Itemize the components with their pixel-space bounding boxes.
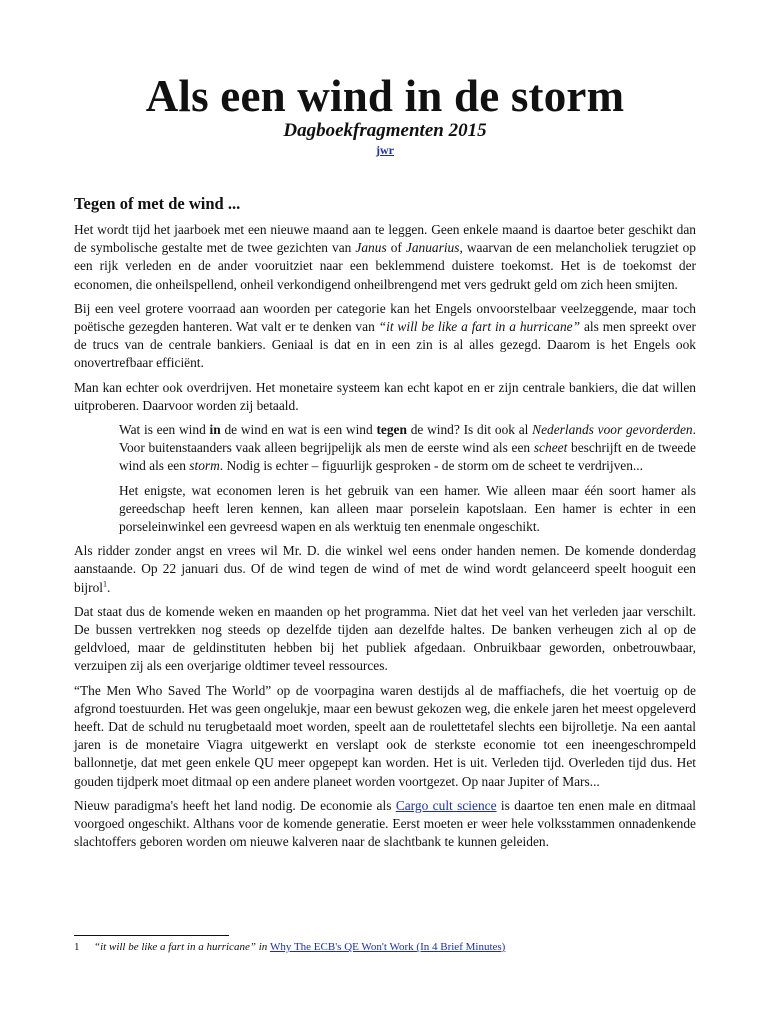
document-subtitle: Dagboekfragmenten 2015 — [283, 120, 487, 141]
text-run: Nieuw paradigma's heeft het land nodig. De economie als — [74, 797, 396, 813]
text-run: of — [386, 240, 406, 256]
text-run: Als ridder zonder angst en vrees wil Mr. D. die winkel wel eens onder handen nemen. De komende donderdag aanstaande. Op 22 januari dus. Of de wind tegen de wind of met de wind wordt gelanceerd speelt hooguit een bijrol — [74, 543, 696, 595]
text-run: . Voor buitenstaanders vaak alleen begrijpelijk als men de eerste wind als een — [119, 422, 696, 456]
cargo-cult-science-link[interactable]: Cargo cult science — [395, 797, 497, 813]
paragraph-6: “The Men Who Saved The World” op de voorpagina waren destijds al de maffiachefs, die het voertuig op de afgrond toestuurden. Het was geen ongelukje, maar een bewust gekozen weg, die enkele jaren het meest opgeleverd heeft. Dat de schuld nu terugbetaald moet worden, speelt aan de roulettetafel slechts een bijrolletje. Na een aantal jaren is de monetaire Viagra uitgewerkt en verslapt ook de sterkste economie tot een ineengeschrompeld ballonnetje, dat met geen enkele QU meer opgepept kan worden. Het is uit. Verleden tijd. Overleden tijd dus. Het gouden tijdperk moet ditmaal op een andere planeet worden voortgezet. Op naar Jupiter of Mars... — [74, 682, 696, 789]
text-run: Bij een veel grotere voorraad aan woorden per categorie kan het Engels onvoorstelbaar veelzeggende, maar toch poëtische gezegden hanteren. Wat valt er te denken van — [74, 300, 696, 335]
paragraph-7 — [74, 797, 696, 852]
author-link[interactable]: jwr — [376, 143, 394, 157]
italic-run: storm — [189, 458, 220, 474]
paragraph-4 — [74, 542, 696, 597]
document-title: Als een wind in de storm — [145, 71, 625, 121]
footnote-reference[interactable]: 1 — [103, 579, 108, 589]
block-quote-1 — [119, 421, 696, 476]
italic-run: “it will be like a fart in a hurricane” — [378, 319, 581, 335]
article-body — [74, 221, 696, 858]
footnote-number: 1 — [74, 941, 80, 953]
author-line — [74, 143, 696, 157]
paragraph-3: Man kan echter ook overdrijven. Het monetaire systeem kan echt kapot en er zijn centrale bankiers, die dat willen uitproberen. Daarvoor worden zij betaald. — [74, 379, 696, 413]
text-run: de wind? Is dit ook al — [406, 422, 533, 438]
paragraph-1 — [74, 221, 696, 294]
text-run: de wind en wat is een wind — [220, 422, 377, 438]
italic-run: scheet — [533, 440, 568, 456]
footnote — [74, 940, 696, 954]
paragraph-2 — [74, 300, 696, 373]
bold-run: in — [209, 422, 221, 438]
footnote-divider — [74, 935, 229, 936]
text-run: . Nodig is echter – figuurlijk gesproken - de storm om de scheet te verdrijven... — [219, 458, 643, 474]
bold-run: tegen — [376, 422, 407, 438]
italic-run: Janus — [355, 240, 387, 256]
text-run: Wat is een wind — [119, 422, 210, 438]
text-run: is daartoe ten enen male en ditmaal voorgoed ongeschikt. Althans voor de komende generatie. Eerst moeten er weer hele volksstammen onnadenkende slachtoffers geboren worden om nieuwe kalveren naar de slachtbank te kunnen geleiden. — [74, 797, 696, 850]
block-quote-2: Het enigste, wat economen leren is het gebruik van een hamer. Wie alleen maar één soort hamer als gereedschap heeft leren kennen, kan alleen maar porselein kapotslaan. Een hamer is echter in een porseleinwinkel een gevreesd wapen en als werktuig ten enenmale ongeschikt. — [119, 482, 696, 535]
section-heading: Tegen of met de wind ... — [74, 194, 241, 213]
text-run: . — [107, 579, 111, 595]
text-run: beschrijft en de tweede wind als een — [119, 440, 696, 474]
italic-run: Januarius — [405, 240, 460, 256]
footnote-link[interactable]: Why The ECB's QE Won't Work (In 4 Brief Minutes) — [270, 941, 506, 953]
footnote-in-word: in — [255, 941, 271, 953]
text-run: , waarvan de een melancholiek terugziet op een rijk verleden en de ander vooruitziet naar een beklemmend duistere toekomst. Het is de toekomst der economen, die onheilspellend, onheil verkondigend onheilbrengend met vers gedrukt geld om zich heen smijten. — [74, 240, 696, 292]
footnote-quote: “it will be like a fart in a hurricane” — [94, 941, 256, 953]
text-run: als men spreekt over de trucs van de centrale bankiers. Geniaal is dat en in een zin is al alles gezegd. Daarom is het Engels ook onovertrefbaar efficiënt. — [74, 319, 696, 371]
paragraph-5: Dat staat dus de komende weken en maanden op het programma. Niet dat het veel van het verleden jaar verschilt. De bussen vertrekken nog steeds op dezelfde tijden aan dezelfde haltes. De banken verheugen zich al op de geldvloed, maar de geldinstituten hebben bij het publiek afgedaan. Onbruikbaar geworden, onbetrouwbaar, verzuipen zij als een overjarige oldtimer teveel ressources. — [74, 603, 696, 674]
text-run: Het wordt tijd het jaarboek met een nieuwe maand aan te leggen. Geen enkele maand is daartoe beter geschikt dan de symbolische gestalte met de twee gezichten van — [74, 222, 696, 256]
italic-run: Nederlands voor gevorderden — [532, 422, 693, 438]
